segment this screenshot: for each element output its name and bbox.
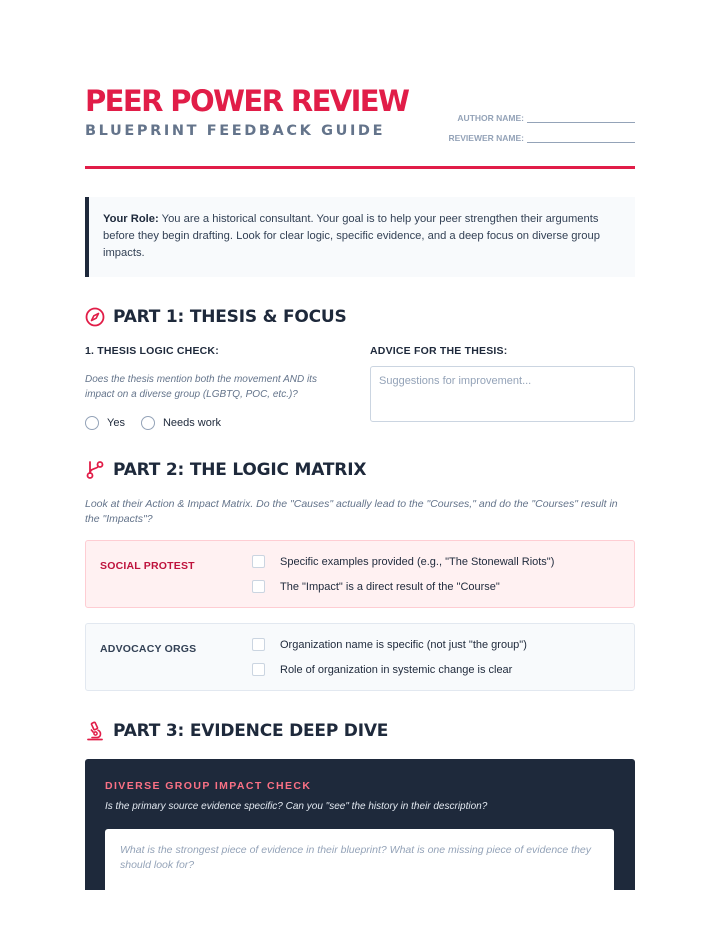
part2-header bbox=[85, 460, 366, 480]
part1-header bbox=[85, 307, 347, 327]
thesis-advice-label: ADVICE FOR THE THESIS: bbox=[370, 345, 508, 357]
radio-needs-work[interactable] bbox=[141, 416, 221, 430]
checkbox-label: Organization name is specific (not just "the group") bbox=[280, 638, 527, 651]
evidence-placeholder: What is the strongest piece of evidence in their blueprint? What is one missing piece of evidence they should look for? bbox=[120, 844, 592, 871]
radio-yes-circle[interactable] bbox=[85, 416, 99, 430]
checkbox-item[interactable] bbox=[252, 555, 554, 568]
radio-yes[interactable] bbox=[85, 416, 125, 430]
compass-icon bbox=[85, 307, 105, 327]
impact-check-label: DIVERSE GROUP IMPACT CHECK bbox=[105, 780, 312, 792]
evidence-input[interactable] bbox=[105, 829, 614, 890]
thesis-advice-placeholder: Suggestions for improvement... bbox=[379, 375, 532, 387]
matrix-row-label: ADVOCACY ORGS bbox=[100, 643, 197, 655]
part1-title: PART 1: THESIS & FOCUS bbox=[113, 307, 347, 327]
branch-icon bbox=[85, 460, 105, 480]
checkbox-label: The "Impact" is a direct result of the "Course" bbox=[280, 580, 500, 593]
checkbox-item[interactable] bbox=[252, 638, 527, 651]
reviewer-name-label: REVIEWER NAME: bbox=[448, 133, 524, 143]
role-text: You are a historical consultant. Your goal is to help your peer strengthen their arguments before they begin drafting. Look for clear logic, specific evidence, and a deep focus on diverse group impacts. bbox=[103, 213, 600, 259]
author-name-line[interactable] bbox=[527, 114, 635, 123]
radio-needs-work-label: Needs work bbox=[162, 417, 222, 429]
checkbox[interactable] bbox=[252, 580, 265, 593]
checkbox[interactable] bbox=[252, 555, 265, 568]
impact-check-question: Is the primary source evidence specific? Can you "see" the history in their description? bbox=[105, 801, 488, 812]
reviewer-name-field[interactable] bbox=[448, 133, 635, 143]
thesis-radio-group bbox=[85, 416, 235, 430]
matrix-row-social-protest bbox=[85, 540, 635, 608]
feedback-guide-page bbox=[85, 0, 635, 932]
thesis-question: Does the thesis mention both the movement AND its impact on a diverse group (LGBTQ, POC, etc.)? bbox=[85, 374, 317, 400]
header-divider bbox=[85, 166, 635, 169]
checkbox-item[interactable] bbox=[252, 580, 500, 593]
page-title: PEER POWER REVIEW bbox=[85, 84, 409, 118]
part3-header bbox=[85, 721, 388, 741]
checkbox-item[interactable] bbox=[252, 663, 512, 676]
matrix-row-label: SOCIAL PROTEST bbox=[100, 560, 195, 572]
checkbox-label: Specific examples provided (e.g., "The Stonewall Riots") bbox=[280, 555, 555, 568]
reviewer-name-line[interactable] bbox=[527, 134, 635, 143]
part2-title: PART 2: THE LOGIC MATRIX bbox=[113, 460, 367, 480]
checkbox[interactable] bbox=[252, 638, 265, 651]
author-name-label: AUTHOR NAME: bbox=[457, 113, 524, 123]
impact-check-panel bbox=[85, 759, 635, 890]
microscope-icon bbox=[85, 721, 105, 741]
part3-title: PART 3: EVIDENCE DEEP DIVE bbox=[113, 721, 389, 741]
checkbox-label: Role of organization in systemic change is clear bbox=[280, 663, 513, 676]
checkbox[interactable] bbox=[252, 663, 265, 676]
thesis-check-label: 1. THESIS LOGIC CHECK: bbox=[85, 345, 219, 357]
author-name-field[interactable] bbox=[457, 113, 635, 123]
role-label: Your Role: bbox=[103, 213, 159, 225]
radio-needs-work-circle[interactable] bbox=[141, 416, 155, 430]
role-callout bbox=[85, 197, 635, 277]
thesis-advice-input[interactable] bbox=[370, 366, 635, 422]
radio-yes-label: Yes bbox=[107, 417, 125, 429]
matrix-row-advocacy-orgs bbox=[85, 623, 635, 691]
page-subtitle: BLUEPRINT FEEDBACK GUIDE bbox=[85, 123, 386, 139]
matrix-intro: Look at their Action & Impact Matrix. Do the "Causes" actually lead to the "Courses," and do the "Courses" result in the "Impacts"? bbox=[85, 498, 618, 525]
